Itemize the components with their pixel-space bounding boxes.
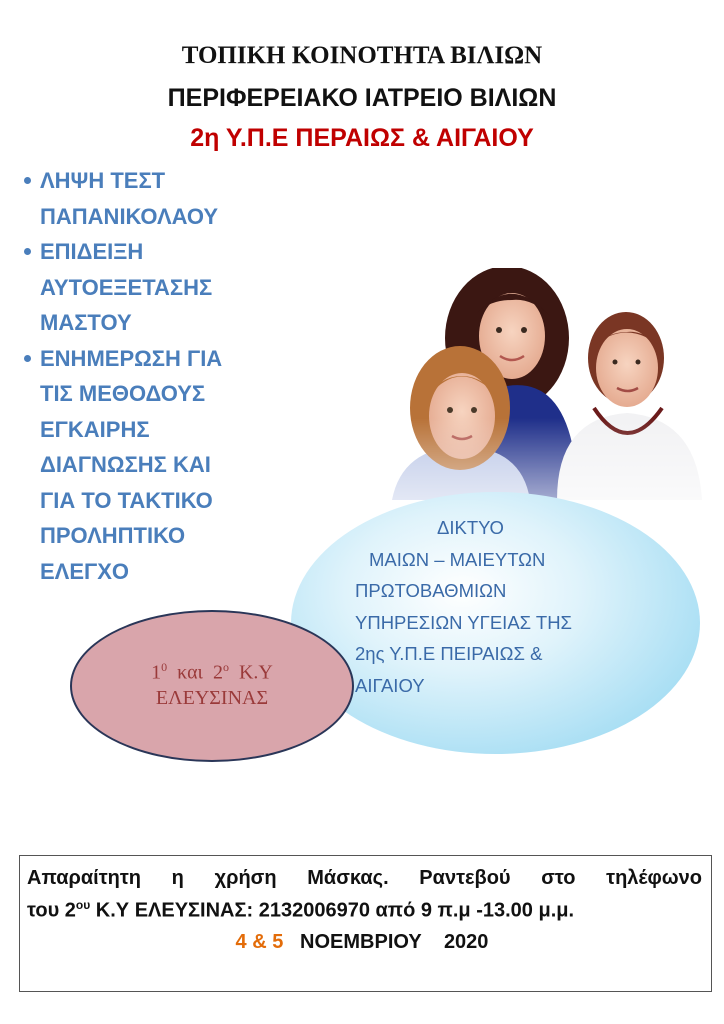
- center-number-1: 1: [151, 661, 162, 684]
- network-line: ΑΙΓΑΙΟΥ: [355, 674, 425, 696]
- center-superscript-1: 0: [161, 660, 168, 674]
- center-and: και: [177, 661, 203, 684]
- service-line: ΕΝΗΜΕΡΩΣΗ ΓΙΑ: [40, 345, 223, 371]
- network-line: ΠΡΩΤΟΒΑΘΜΙΩΝ: [355, 580, 507, 601]
- event-days: 4 & 5: [235, 931, 284, 953]
- service-line: ΕΓΚΑΙΡΗΣ: [40, 416, 150, 442]
- network-line: ΥΠΗΡΕΣΙΩΝ ΥΓΕΙΑΣ ΤΗΣ: [355, 611, 572, 633]
- service-line: ΑΥΤΟΕΞΕΤΑΣΗΣ: [40, 274, 213, 300]
- service-line: ΛΗΨΗ ΤΕΣΤ: [40, 168, 166, 193]
- center-superscript-2: ο: [222, 660, 229, 674]
- service-line: ΠΑΠΑΝΙΚΟΛΑΟΥ: [40, 203, 219, 229]
- network-line: ΔΙΚΤΥΟ: [437, 517, 504, 538]
- phone-line-rest: Κ.Υ ΕΛΕΥΣΙΝΑΣ: 2132006970 από 9 π.μ -13.00 μ.μ.: [90, 899, 575, 922]
- center-number-2: 2: [212, 661, 223, 684]
- service-line: ΔΙΑΓΝΩΣΗΣ ΚΑΙ: [40, 452, 211, 477]
- services-list: [22, 163, 292, 589]
- community-title: ΤΟΠΙΚΗ ΚΟΙΝΟΤΗΤΑ ΒΙΛΙΩΝ: [181, 42, 543, 69]
- service-line: ΜΑΣΤΟΥ: [40, 310, 132, 335]
- service-line: ΓΙΑ ΤΟ ΤΑΚΤΙΚΟ: [40, 487, 213, 513]
- family-women-photo-icon: [372, 268, 702, 500]
- event-month-year: ΝΟΕΜΒΡΙΟΥ 2020: [300, 931, 489, 953]
- service-item-pap-test: [22, 163, 292, 234]
- health-region-title: 2η Υ.Π.Ε ΠΕΡΑΙΩΣ & ΑΙΓΑΙΟΥ: [190, 124, 534, 152]
- phone-line-prefix: του 2: [27, 899, 76, 922]
- midwives-network-text: [355, 512, 675, 701]
- network-line: 2ης Υ.Π.Ε ΠΕΙΡΑΙΩΣ &: [355, 643, 543, 664]
- service-line: ΕΛΕΓΧΟ: [40, 558, 130, 584]
- health-centers-text: [70, 655, 354, 711]
- event-date-line: [0, 931, 724, 954]
- service-line: ΤΙΣ ΜΕΘΟΔΟΥΣ: [40, 381, 206, 406]
- clinic-title: ΠΕΡΙΦΕΡΕΙΑΚΟ ΙΑΤΡΕΙΟ ΒΙΛΙΩΝ: [167, 84, 557, 112]
- mask-notice-line: Απαραίτητη η χρήση Μάσκας. Ραντεβού στο τηλέφωνο: [27, 867, 702, 889]
- service-line: ΠΡΟΛΗΠΤΙΚΟ: [40, 523, 186, 548]
- network-line: ΜΑΙΩΝ – ΜΑΙΕΥΤΩΝ: [369, 548, 546, 570]
- service-item-early-diagnosis-info: [22, 341, 292, 590]
- service-item-breast-self-exam: [22, 234, 292, 341]
- service-line: ΕΠΙΔΕΙΞΗ: [40, 239, 144, 264]
- phone-notice-line: [27, 898, 702, 923]
- center-abbr: Κ.Υ: [238, 661, 273, 684]
- center-city: ΕΛΕΥΣΙΝΑΣ: [155, 686, 269, 709]
- phone-line-superscript: ου: [75, 898, 91, 912]
